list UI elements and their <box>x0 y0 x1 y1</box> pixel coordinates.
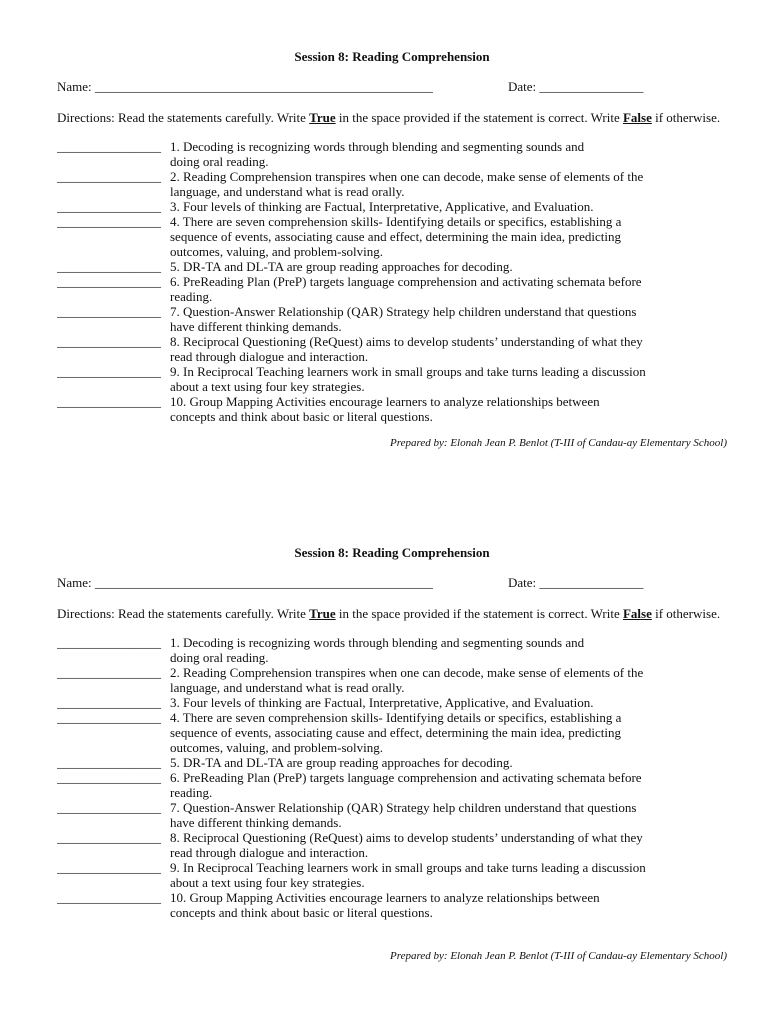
statement-number: 6. <box>170 274 180 289</box>
statement-text: Four levels of thinking are Factual, Interpretative, Applicative, and Evaluation. <box>183 695 594 710</box>
statement-text: Question-Answer Relationship (QAR) Strategy help children understand that questions <box>183 304 637 319</box>
statement-text: PreReading Plan (PreP) targets language comprehension and activating schemata before <box>183 274 642 289</box>
statement-number: 9. <box>170 364 180 379</box>
answer-blank[interactable]: ________________ <box>57 860 161 875</box>
statement-item <box>57 274 727 304</box>
answer-blank[interactable]: ________________ <box>57 800 161 815</box>
statement-item <box>57 635 727 665</box>
statement-text: Group Mapping Activities encourage learners to analyze relationships between <box>189 890 600 905</box>
statement-number: 6. <box>170 770 180 785</box>
statement-text-continued: reading. <box>170 785 213 800</box>
statement-item <box>57 860 727 890</box>
statement-number: 9. <box>170 860 180 875</box>
date-field[interactable]: Date: ________________ <box>508 79 644 94</box>
statement-text-continued: language, and understand what is read orally. <box>170 680 405 695</box>
statement-number: 10. <box>170 890 187 905</box>
page-title: Session 8: Reading Comprehension <box>294 49 490 64</box>
directions-text: Directions: Read the statements carefully. Write True in the space provided if the statement is correct. Write False if otherwise. <box>57 606 721 621</box>
directions-text: Directions: Read the statements carefully. Write True in the space provided if the statement is correct. Write False if otherwise. <box>57 110 721 125</box>
statement-text-continued: outcomes, valuing, and problem-solving. <box>170 244 384 259</box>
statement-text-continued: language, and understand what is read orally. <box>170 184 405 199</box>
answer-blank[interactable]: ________________ <box>57 830 161 845</box>
statement-item <box>57 394 727 424</box>
statement-text: In Reciprocal Teaching learners work in small groups and take turns leading a discussion <box>183 860 646 875</box>
statement-item <box>57 755 727 770</box>
date-field[interactable]: Date: ________________ <box>508 575 644 590</box>
statement-number: 8. <box>170 830 180 845</box>
answer-blank[interactable]: ________________ <box>57 635 161 650</box>
statement-item <box>57 665 727 695</box>
statement-number: 10. <box>170 394 187 409</box>
answer-blank[interactable]: ________________ <box>57 770 161 785</box>
statement-text-continued: sequence of events, associating cause and effect, determining the main idea, predicting <box>170 725 621 740</box>
statement-text: In Reciprocal Teaching learners work in small groups and take turns leading a discussion <box>183 364 646 379</box>
statement-number: 7. <box>170 304 180 319</box>
statement-text: Reciprocal Questioning (ReQuest) aims to develop students’ understanding of what they <box>183 830 643 845</box>
statement-number: 5. <box>170 259 180 274</box>
answer-blank[interactable]: ________________ <box>57 199 161 214</box>
true-keyword: True <box>309 110 336 125</box>
statement-text-continued: read through dialogue and interaction. <box>170 349 369 364</box>
worksheet-copy-1 <box>57 49 727 451</box>
statement-number: 5. <box>170 755 180 770</box>
statement-item <box>57 304 727 334</box>
answer-blank[interactable]: ________________ <box>57 139 161 154</box>
statement-item <box>57 890 727 920</box>
answer-blank[interactable]: ________________ <box>57 259 161 274</box>
statement-item <box>57 830 727 860</box>
statement-number: 7. <box>170 800 180 815</box>
statement-number: 3. <box>170 199 180 214</box>
statement-item <box>57 214 727 259</box>
statement-item <box>57 139 727 169</box>
statement-text: There are seven comprehension skills- Identifying details or specifics, establishing a <box>182 214 622 229</box>
name-field[interactable]: Name: ____________________________________________________ <box>57 79 433 94</box>
statement-item <box>57 169 727 199</box>
statement-text-continued: have different thinking demands. <box>170 319 342 334</box>
statement-text: Reading Comprehension transpires when one can decode, make sense of elements of the <box>183 169 644 184</box>
statement-item <box>57 695 727 710</box>
page-title: Session 8: Reading Comprehension <box>294 545 490 560</box>
name-date-row <box>57 575 727 591</box>
statement-list <box>57 139 727 424</box>
statement-text: Reciprocal Questioning (ReQuest) aims to develop students’ understanding of what they <box>183 334 643 349</box>
statement-number: 1. <box>170 139 180 154</box>
statement-text: Decoding is recognizing words through blending and segmenting sounds and <box>183 139 585 154</box>
answer-blank[interactable]: ________________ <box>57 665 161 680</box>
answer-blank[interactable]: ________________ <box>57 214 161 229</box>
statement-number: 2. <box>170 665 180 680</box>
statement-number: 8. <box>170 334 180 349</box>
answer-blank[interactable]: ________________ <box>57 695 161 710</box>
name-field[interactable]: Name: ____________________________________________________ <box>57 575 433 590</box>
answer-blank[interactable]: ________________ <box>57 394 161 409</box>
statement-item <box>57 334 727 364</box>
statement-text: Four levels of thinking are Factual, Interpretative, Applicative, and Evaluation. <box>183 199 594 214</box>
statement-text-continued: concepts and think about basic or literal questions. <box>170 409 433 424</box>
answer-blank[interactable]: ________________ <box>57 890 161 905</box>
statement-text: DR-TA and DL-TA are group reading approaches for decoding. <box>183 259 513 274</box>
worksheet-copy-2 <box>57 545 727 964</box>
statement-text-continued: about a text using four key strategies. <box>170 379 365 394</box>
statement-text-continued: doing oral reading. <box>170 154 269 169</box>
statement-text: Question-Answer Relationship (QAR) Strategy help children understand that questions <box>183 800 637 815</box>
statement-text: Group Mapping Activities encourage learners to analyze relationships between <box>189 394 600 409</box>
statement-text-continued: doing oral reading. <box>170 650 269 665</box>
answer-blank[interactable]: ________________ <box>57 334 161 349</box>
statement-text-continued: about a text using four key strategies. <box>170 875 365 890</box>
statement-item <box>57 800 727 830</box>
statement-text: DR-TA and DL-TA are group reading approaches for decoding. <box>183 755 513 770</box>
statement-list <box>57 635 727 920</box>
false-keyword: False <box>622 110 652 125</box>
statement-text-continued: outcomes, valuing, and problem-solving. <box>170 740 384 755</box>
statement-text: Decoding is recognizing words through blending and segmenting sounds and <box>183 635 585 650</box>
prepared-by: Prepared by: Elonah Jean P. Benlot (T-III of Candau-ay Elementary School) <box>390 950 727 962</box>
answer-blank[interactable]: ________________ <box>57 364 161 379</box>
name-date-row <box>57 79 727 95</box>
statement-text: There are seven comprehension skills- Identifying details or specifics, establishing a <box>182 710 622 725</box>
statement-item <box>57 770 727 800</box>
statement-text-continued: concepts and think about basic or literal questions. <box>170 905 433 920</box>
statement-number: 2. <box>170 169 180 184</box>
statement-item <box>57 199 727 214</box>
statement-text-continued: have different thinking demands. <box>170 815 342 830</box>
statement-text-continued: reading. <box>170 289 213 304</box>
statement-number: 3. <box>170 695 180 710</box>
prepared-by: Prepared by: Elonah Jean P. Benlot (T-III of Candau-ay Elementary School) <box>390 437 727 449</box>
statement-item <box>57 259 727 274</box>
statement-number: 1. <box>170 635 180 650</box>
statement-text: PreReading Plan (PreP) targets language comprehension and activating schemata before <box>183 770 642 785</box>
statement-text-continued: read through dialogue and interaction. <box>170 845 369 860</box>
answer-blank[interactable]: ________________ <box>57 304 161 319</box>
statement-text-continued: sequence of events, associating cause and effect, determining the main idea, predicting <box>170 229 621 244</box>
statement-text: Reading Comprehension transpires when one can decode, make sense of elements of the <box>183 665 644 680</box>
statement-number: 4. <box>170 710 180 725</box>
statement-number: 4. <box>170 214 180 229</box>
statement-item <box>57 710 727 755</box>
false-keyword: False <box>622 606 652 621</box>
statement-item <box>57 364 727 394</box>
answer-blank[interactable]: ________________ <box>57 274 161 289</box>
answer-blank[interactable]: ________________ <box>57 710 161 725</box>
answer-blank[interactable]: ________________ <box>57 755 161 770</box>
true-keyword: True <box>309 606 336 621</box>
answer-blank[interactable]: ________________ <box>57 169 161 184</box>
